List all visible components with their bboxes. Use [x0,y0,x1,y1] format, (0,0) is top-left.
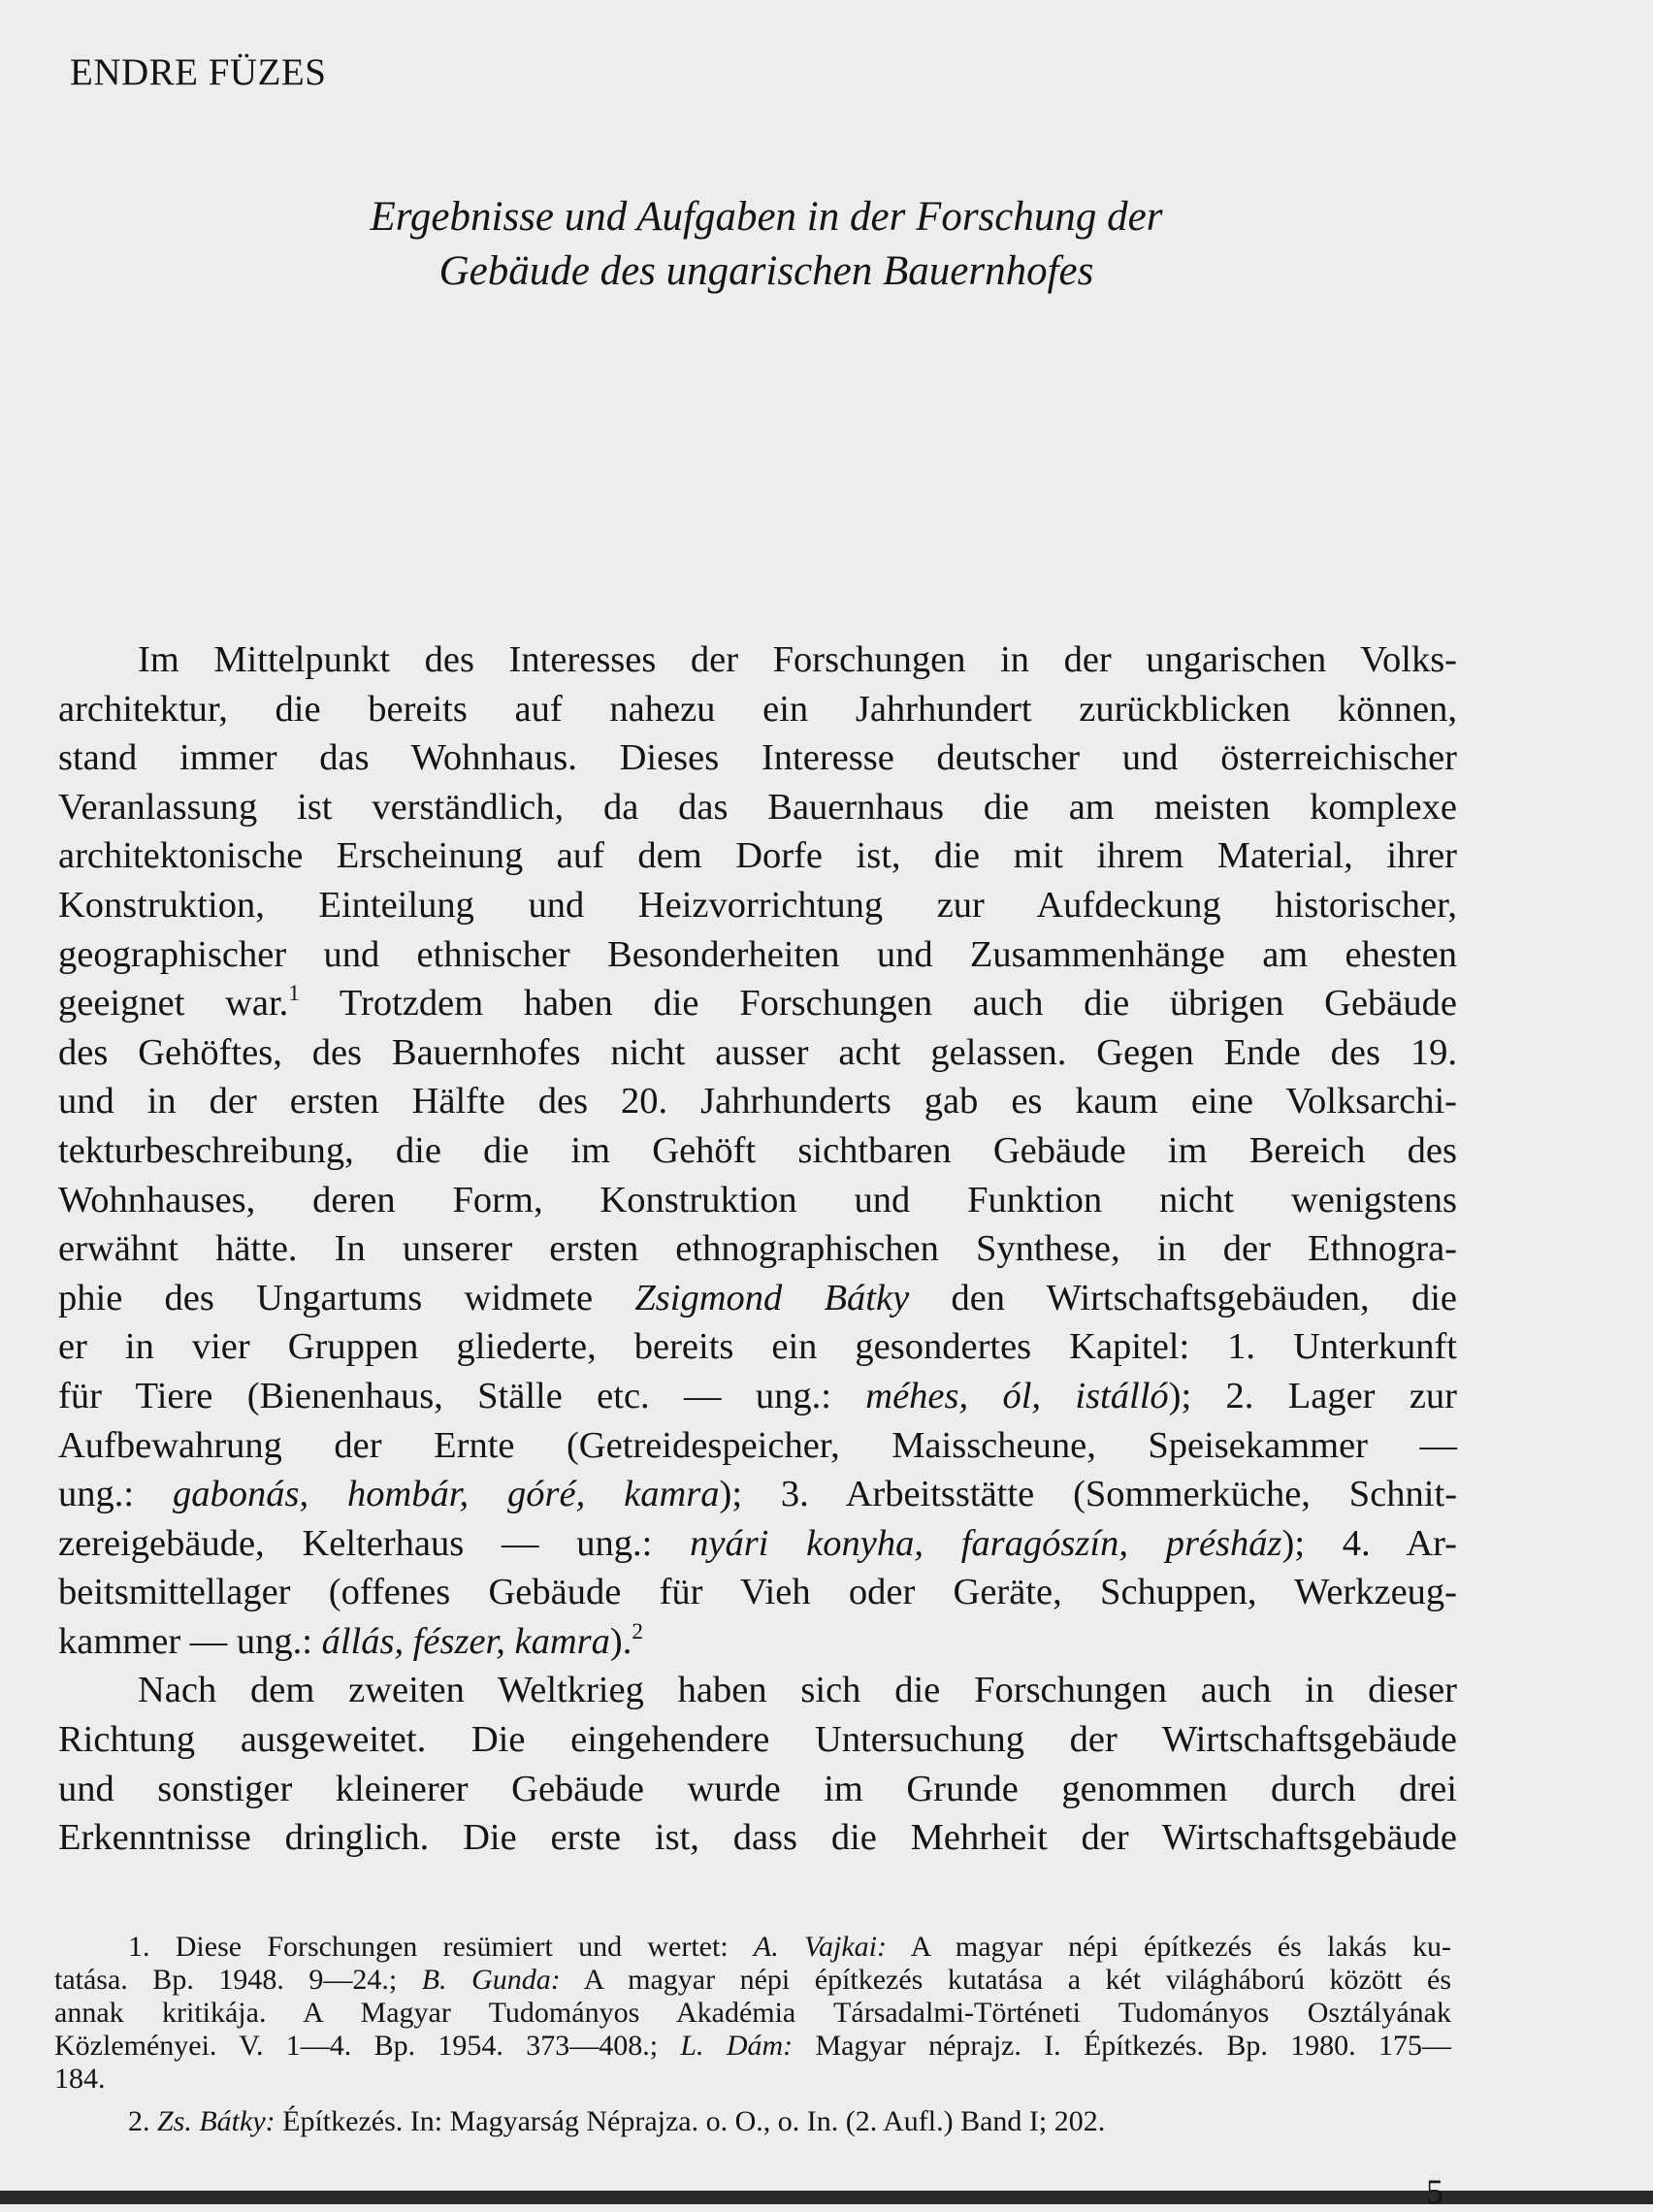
text-line: er in vier Gruppen gliederte, bereits ein gesondertes Kapitel: 1. Unterkunft [58,1326,1457,1368]
text-line [58,1519,1457,1569]
italic-author: B. Gunda: [421,1964,561,1996]
footnotes [54,1931,1451,2148]
text-line: Im Mittelpunkt des Interesses der Forschungen in der ungarischen Volks- [138,639,1457,680]
italic-term: nyári konyha, faragószín, présház [690,1522,1282,1564]
text-fragment: für Tiere (Bienenhaus, Ställe etc. — ung.: [58,1375,866,1416]
text-line: Veranlassung ist verständlich, da das Bauernhaus die am meisten komplexe [58,786,1457,828]
footnote-line [54,2030,1451,2063]
text-line [58,979,1457,1028]
text-fragment: Magyar néprajz. I. Építkezés. Bp. 1980. 175— [793,2030,1451,2062]
text-line: Nach dem zweiten Weltkrieg haben sich die Forschungen auch in dieser [138,1670,1457,1711]
footnote-line: 184. [54,2063,106,2095]
text-line: Erkenntnisse dringlich. Die erste ist, dass die Mehrheit der Wirtschaftsgebäude [58,1817,1457,1859]
text-fragment: Építkezés. In: Magyarság Néprajza. o. O., o. In. (2. Aufl.) Band I; 202. [275,2105,1106,2137]
footnote-ref-2: 2 [632,1617,643,1643]
watermark [2,1727,14,1921]
author-name: ENDRE FÜZES [70,51,327,93]
italic-term: állás, fészer, kamra [321,1620,610,1662]
page-number: 5 [1426,2172,1443,2211]
text-line [58,1617,1457,1667]
text-fragment: ung.: [58,1474,173,1515]
text-fragment: A magyar népi építkezés kutatása a két világháború között és [560,1964,1451,1996]
title-line-2: Gebäude des ungarischen Bauernhofes [438,248,1094,294]
text-line: geographischer und ethnischer Besonderheiten und Zusammenhänge am ehesten [58,933,1457,975]
text-fragment: tatása. Bp. 1948. 9—24.; [54,1964,422,1996]
text-line: erwähnt hätte. In unserer ersten ethnographischen Synthese, in der Ethnogra- [58,1228,1457,1270]
title-line-1: Ergebnisse und Aufgaben in der Forschung der [370,194,1163,240]
text-line: Richtung ausgeweitet. Die eingehendere Untersuchung der Wirtschaftsgebäude [58,1719,1457,1761]
article-title [175,190,1358,299]
text-line: des Gehöftes, des Bauernhofes nicht ausser acht gelassen. Gegen Ende des 19. [58,1031,1457,1073]
italic-author: A. Vajkai: [753,1931,887,1963]
text-fragment: den Wirtschaftsgebäuden, die [909,1277,1457,1318]
text-fragment: 2. [128,2105,157,2137]
text-line [58,1372,1457,1421]
body-text [58,635,1457,1863]
italic-term: méhes, ól, istálló [865,1375,1169,1416]
text-line: Aufbewahrung der Ernte (Getreidespeicher, Maisscheune, Speisekammer — [58,1424,1457,1466]
footnote-line [54,2096,1451,2148]
footnote-line: annak kritikája. A Magyar Tudományos Akadémia Társadalmi-Történeti Tudományos Osztályának [54,1997,1451,2029]
italic-name: Zsigmond Bátky [634,1277,910,1318]
text-line: Wohnhauses, deren Form, Konstruktion und Funktion nicht wenigstens [58,1179,1457,1220]
text-fragment: ). [609,1620,632,1662]
text-line: Konstruktion, Einteilung und Heizvorrichtung zur Aufdeckung historischer, [58,884,1457,926]
text-line: architektonische Erscheinung auf dem Dorfe ist, die mit ihrem Material, ihrer [58,835,1457,877]
text-line: architektur, die bereits auf nahezu ein Jahrhundert zurückblicken können, [58,688,1457,730]
italic-author: Zs. Bátky: [157,2105,276,2137]
text-fragment: A magyar népi építkezés és lakás ku- [886,1931,1451,1963]
text-line [58,1470,1457,1519]
text-fragment: kammer — ung.: [58,1620,322,1662]
text-fragment: 1. Diese Forschungen resümiert und wertet: [128,1931,754,1963]
text-fragment: ); 3. Arbeitsstätte (Sommerküche, Schnit- [719,1474,1458,1515]
footnote-line [54,1964,1451,1997]
text-line: tekturbeschreibung, die die im Gehöft sichtbaren Gebäude im Bereich des [58,1129,1457,1171]
text-line [58,1274,1457,1323]
scan-edge [0,2191,1653,2204]
text-fragment: Közleményei. V. 1—4. Bp. 1954. 373—408.; [54,2030,681,2062]
text-line: und sonstiger kleinerer Gebäude wurde im Grunde genommen durch drei [58,1768,1457,1809]
text-fragment: ); 4. Ar- [1281,1522,1457,1564]
text-line: stand immer das Wohnhaus. Dieses Interesse deutscher und österreichischer [58,737,1457,779]
text-fragment: geeignet war. [58,983,289,1025]
footnote-line [54,1931,1451,1964]
italic-author: L. Dám: [680,2030,794,2062]
text-fragment: zereigebäude, Kelterhaus — ung.: [58,1522,691,1564]
footnote-ref-1: 1 [288,980,300,1006]
text-fragment: ); 2. Lager zur [1168,1375,1457,1416]
text-line: und in der ersten Hälfte des 20. Jahrhunderts gab es kaum eine Volksarchi- [58,1081,1457,1122]
text-line: beitsmittellager (offenes Gebäude für Vieh oder Geräte, Schuppen, Werkzeug- [58,1572,1457,1613]
text-fragment: Trotzdem haben die Forschungen auch die übrigen Gebäude [299,983,1457,1025]
italic-term: gabonás, hombár, góré, kamra [172,1474,720,1515]
text-fragment: phie des Ungartums widmete [58,1277,635,1318]
